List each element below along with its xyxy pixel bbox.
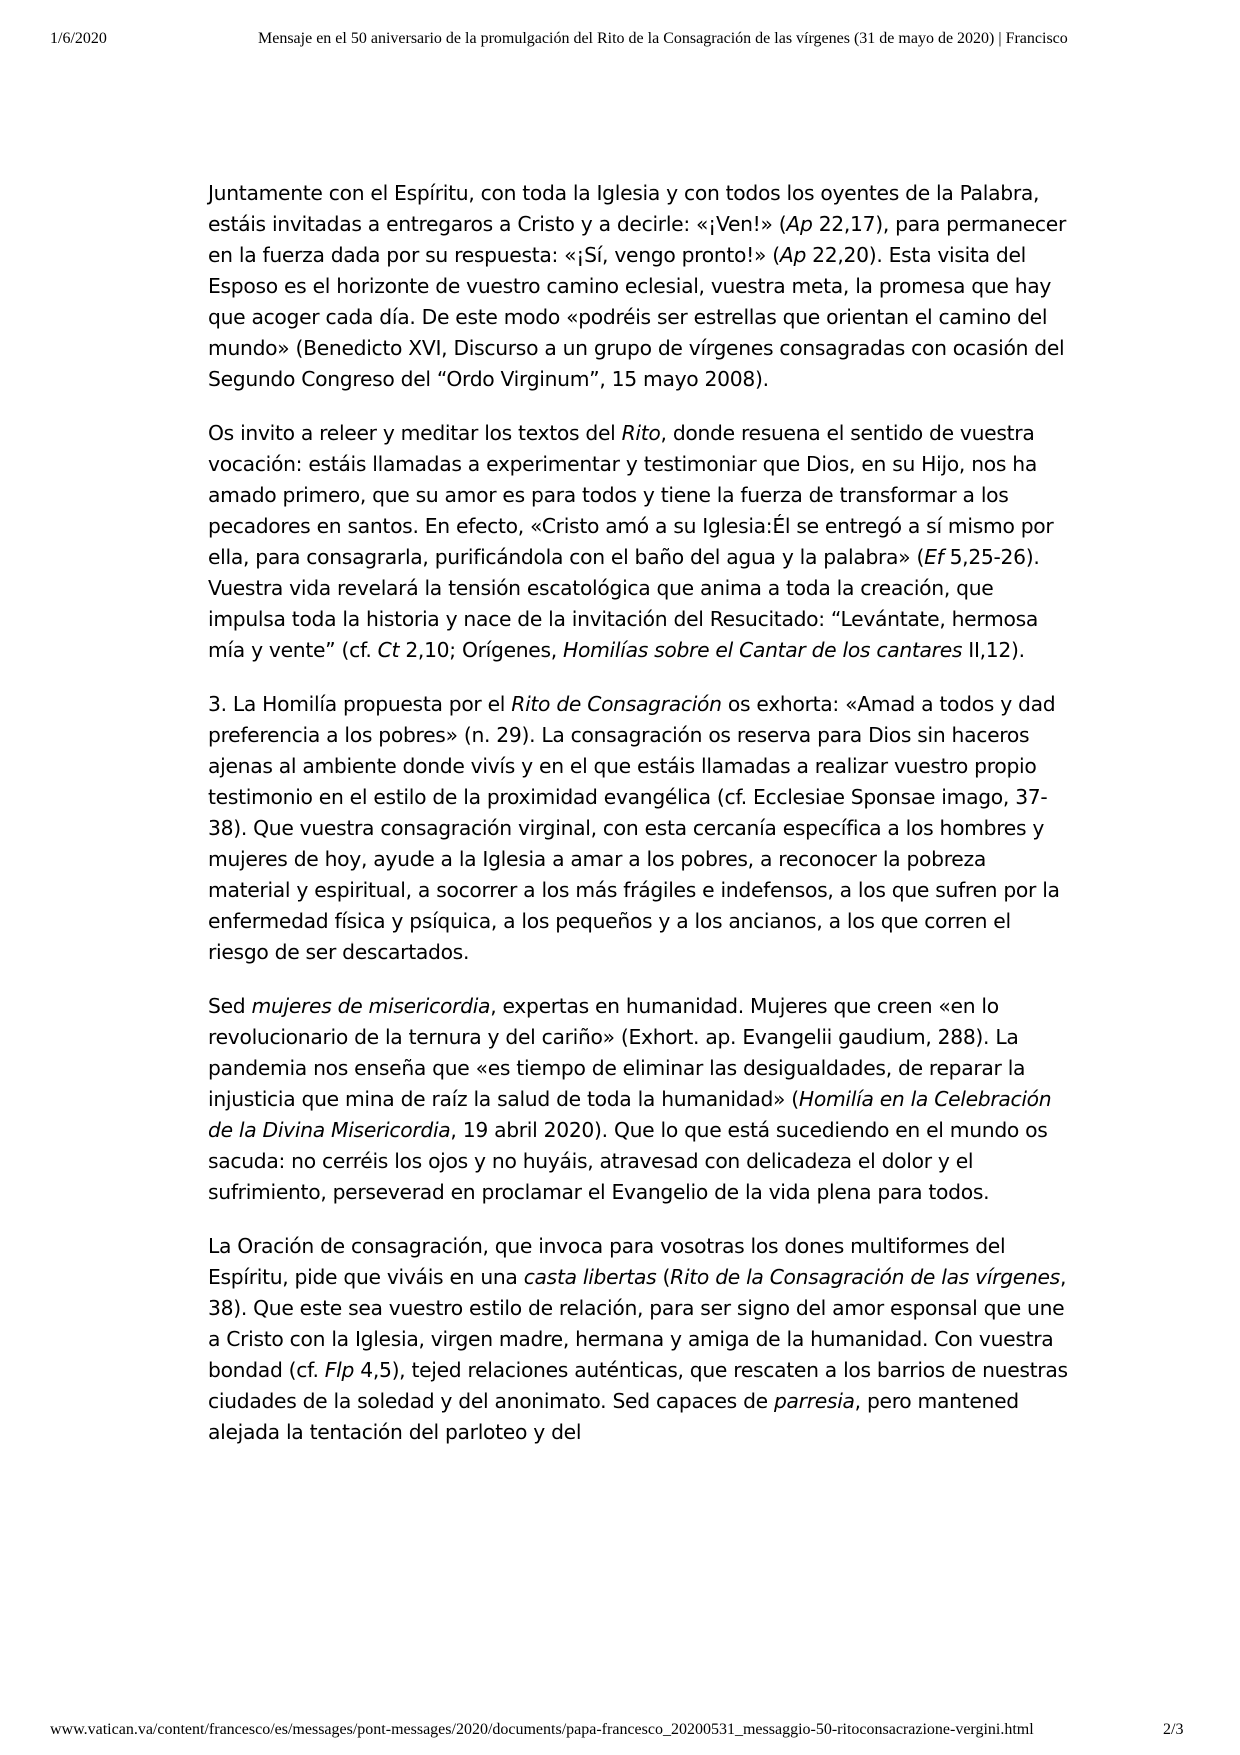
italic-text: Flp: [324, 1358, 355, 1382]
text-segment: , 19 abril 2020). Que lo que está sucediendo en el mundo os sacuda: no cerréis los ojos y no huyáis, atravesad con delicadeza el dolor y el sufrimiento, perseverad en proclamar el Evangelio de la vida plena para todos.: [208, 1118, 1048, 1204]
text-segment: 2,10; Orígenes,: [399, 638, 564, 662]
italic-text: Ef: [924, 545, 944, 569]
header-date: 1/6/2020: [50, 30, 107, 47]
text-segment: 3. La Homilía propuesta por el: [208, 692, 512, 716]
text-segment: (: [656, 1265, 671, 1289]
header-title: Mensaje en el 50 aniversario de la promulgación del Rito de la Consagración de las vírgenes (31 de mayo de 2020) | Francisco: [258, 30, 1068, 47]
document-body: [208, 178, 1068, 1471]
paragraph: [208, 1231, 1068, 1448]
italic-text: Rito de Consagración: [511, 692, 722, 716]
text-segment: Os invito a releer y meditar los textos del: [208, 421, 622, 445]
italic-text: Ap: [779, 243, 807, 267]
italic-text: mujeres de misericordia: [251, 994, 491, 1018]
text-segment: , expertas en humanidad. Mujeres que creen «en lo revolucionario de la ternura y del cariño» (Exhort. ap. Evangelii gaudium, 288). La pandemia nos enseña que «es tiempo de eliminar las desigualdades, de reparar la injusticia que mina de raíz la salud de toda la humanidad» (: [208, 994, 1026, 1111]
text-segment: , 38). Que este sea vuestro estilo de relación, para ser signo del amor esponsal que une a Cristo con la Iglesia, virgen madre, hermana y amiga de la humanidad. Con vuestra bondad (cf.: [208, 1265, 1067, 1382]
text-segment: II,12).: [962, 638, 1025, 662]
text-segment: Juntamente con el Espíritu, con toda la Iglesia y con todos los oyentes de la Palabra, estáis invitadas a entregaros a Cristo y a decirle: «¡Ven!» (: [208, 181, 1040, 236]
page-number: 2/3: [1163, 1721, 1184, 1738]
paragraph: [208, 178, 1068, 395]
text-segment: 5,25-26). Vuestra vida revelará la tensión escatológica que anima a toda la creación, que impulsa toda la historia y nace de la invitación del Resucitado: “Levántate, hermosa mía y vente” (cf.: [208, 545, 1040, 662]
italic-text: Rito de la Consagración de las vírgenes: [670, 1265, 1060, 1289]
italic-text: Ap: [786, 212, 813, 236]
text-segment: , pero mantened alejada la tentación del parloteo y del: [208, 1389, 1019, 1444]
italic-text: Rito: [621, 421, 661, 445]
text-segment: 22,20). Esta visita del Esposo es el horizonte de vuestro camino eclesial, vuestra meta, la promesa que hay que acoger cada día. De este modo «podréis ser estrellas que orientan el camino del mundo» (Benedicto XVI, Discurso a un grupo de vírgenes consagradas con ocasión del Segundo Congreso del “Ordo Virginum”, 15 mayo 2008).: [208, 243, 1065, 391]
text-segment: os exhorta: «Amad a todos y dad preferencia a los pobres» (n. 29). La consagración os reserva para Dios sin haceros ajenas al ambiente donde vivís y en el que estáis llamadas a realizar vuestro propio testimonio en el estilo de la proximidad evangélica (cf. Ecclesiae Sponsae imago, 37-38). Que vuestra consagración virginal, con esta cercanía específica a los hombres y mujeres de hoy, ayude a la Iglesia a amar a los pobres, a reconocer la pobreza material y espiritual, a socorrer a los más frágiles e indefensos, a los que sufren por la enfermedad física y psíquica, a los pequeños y a los ancianos, a los que corren el riesgo de ser descartados.: [208, 692, 1060, 964]
paragraph: [208, 689, 1068, 968]
text-segment: , donde resuena el sentido de vuestra vocación: estáis llamadas a experimentar y testimoniar que Dios, en su Hijo, nos ha amado primero, que su amor es para todos y tiene la fuerza de transformar a los pecadores en santos. En efecto, «Cristo amó a su Iglesia:Él se entregó a sí mismo por ella, para consagrarla, purificándola con el baño del agua y la palabra» (: [208, 421, 1054, 569]
italic-text: casta libertas: [523, 1265, 657, 1289]
footer-url[interactable]: www.vatican.va/content/francesco/es/messages/pont-messages/2020/documents/papa-francesco_20200531_messaggio-50-ritoconsacrazione-vergini.html: [50, 1721, 1034, 1738]
text-segment: 22,17), para permanecer en la fuerza dada por su respuesta: «¡Sí, vengo pronto!» (: [208, 212, 1066, 267]
italic-text: Homilías sobre el Cantar de los cantares: [563, 638, 963, 662]
italic-text: parresia: [773, 1389, 855, 1413]
italic-text: Ct: [377, 638, 400, 662]
paragraph: [208, 991, 1068, 1208]
text-segment: 4,5), tejed relaciones auténticas, que rescaten a los barrios de nuestras ciudades de la soledad y del anonimato. Sed capaces de: [208, 1358, 1068, 1413]
text-segment: La Oración de consagración, que invoca para vosotras los dones multiformes del Espíritu, pide que viváis en una: [208, 1234, 1006, 1289]
paragraph: [208, 418, 1068, 666]
text-segment: Sed: [208, 994, 252, 1018]
italic-text: Homilía en la Celebración de la Divina Misericordia: [208, 1087, 1052, 1142]
